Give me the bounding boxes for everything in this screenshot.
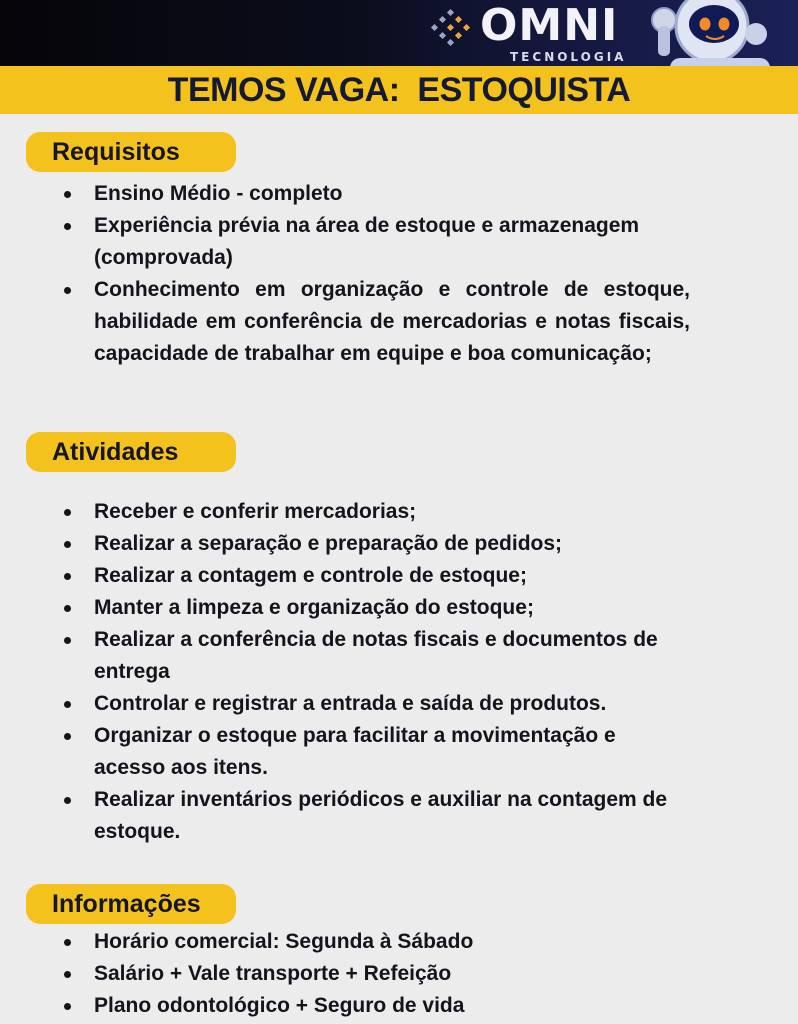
informacoes-list xyxy=(58,926,690,1022)
page-title: TEMOS VAGA: ESTOQUISTA xyxy=(167,71,631,109)
list-item: Realizar a contagem e controle de estoque; xyxy=(58,560,690,592)
omni-logo-icon xyxy=(428,8,478,48)
section-label-requisitos: Requisitos xyxy=(26,132,236,172)
header-bar xyxy=(0,0,798,66)
requisitos-list xyxy=(58,178,690,370)
section-label-atividades: Atividades xyxy=(26,432,236,472)
list-item: Salário + Vale transporte + Refeição xyxy=(58,958,690,990)
section-label-informacoes: Informações xyxy=(26,884,236,924)
list-item: Realizar a conferência de notas fiscais e documentos de entrega xyxy=(58,624,690,688)
list-item: Manter a limpeza e organização do estoque; xyxy=(58,592,690,624)
list-item: Horário comercial: Segunda à Sábado xyxy=(58,926,690,958)
list-item: Controlar e registrar a entrada e saída de produtos. xyxy=(58,688,690,720)
robot-mascot-icon xyxy=(640,0,790,66)
brand-logo xyxy=(428,2,638,64)
title-banner xyxy=(0,66,798,114)
list-item: Conhecimento em organização e controle de estoque, habilidade em conferência de mercadorias e notas fiscais, capacidade de trabalhar em equipe e boa comunicação; xyxy=(58,274,690,370)
list-item: Ensino Médio - completo xyxy=(58,178,690,210)
atividades-list xyxy=(58,496,690,848)
list-item: Realizar a separação e preparação de pedidos; xyxy=(58,528,690,560)
list-item: Organizar o estoque para facilitar a movimentação e acesso aos itens. xyxy=(58,720,690,784)
brand-name: OMNI xyxy=(480,0,619,51)
list-item: Realizar inventários periódicos e auxiliar na contagem de estoque. xyxy=(58,784,690,848)
brand-tagline: TECNOLOGIA xyxy=(510,50,627,64)
list-item: Experiência prévia na área de estoque e armazenagem (comprovada) xyxy=(58,210,690,274)
list-item: Plano odontológico + Seguro de vida xyxy=(58,990,690,1022)
list-item: Receber e conferir mercadorias; xyxy=(58,496,690,528)
